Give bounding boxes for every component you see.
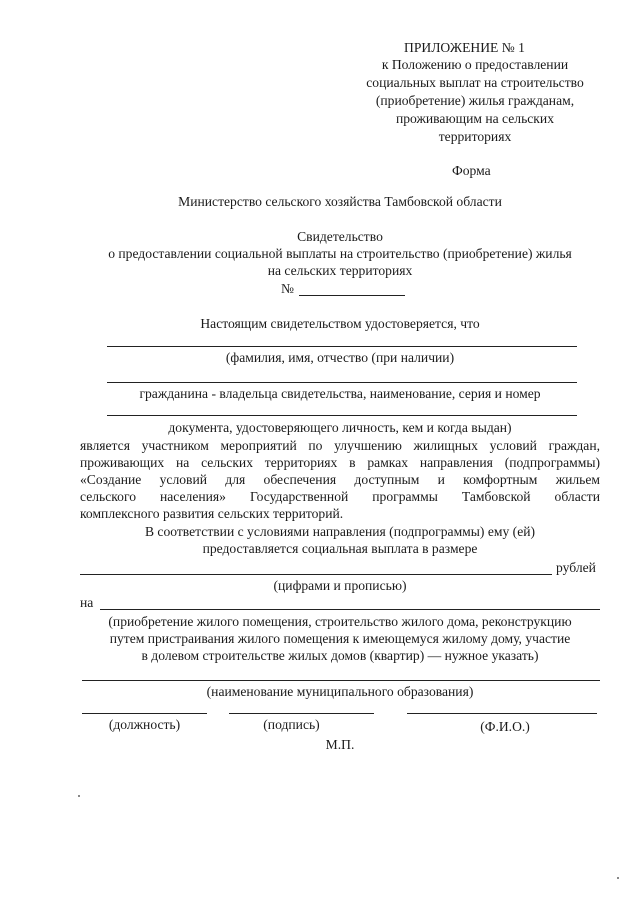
paragraph-line: проживающих на сельских территориях в рамках направления (подпрограммы)	[80, 455, 600, 470]
form-label: Форма	[452, 163, 491, 178]
ministry-name: Министерство сельского хозяйства Тамбовской области	[178, 194, 502, 209]
currency-label: рублей	[556, 560, 596, 575]
appendix-line: территориях	[438, 129, 512, 144]
on-label: на	[80, 595, 94, 610]
document-blank	[107, 415, 577, 416]
purpose-hint: (приобретение жилого помещения, строительство жилого дома, реконструкцию	[108, 614, 572, 629]
hint-amount: (цифрами и прописью)	[273, 578, 407, 593]
paragraph-line: комплексного развития сельских территорий.	[80, 506, 344, 521]
appendix-title: ПРИЛОЖЕНИЕ № 1	[404, 40, 525, 55]
appendix-line: социальных выплат на строительство	[366, 75, 584, 90]
participation-paragraph	[80, 437, 600, 522]
position-blank	[82, 713, 207, 714]
hint-document: документа, удостоверяющего личность, кем и когда выдан)	[168, 420, 512, 435]
hint-fio: (фамилия, имя, отчество (при наличии)	[225, 350, 455, 365]
paragraph-line: является участником мероприятий по улучшению жилищных условий граждан,	[80, 438, 600, 453]
amount-blank	[80, 574, 552, 575]
scan-speck	[78, 795, 80, 797]
scan-speck	[617, 877, 619, 879]
hint-holder: гражданина - владельца свидетельства, наименование, серия и номер	[139, 386, 541, 401]
appendix-line: проживающим на сельских	[395, 111, 554, 126]
appendix-line: к Положению о предоставлении	[381, 57, 569, 72]
certificate-subtitle: на сельских территориях	[267, 263, 413, 278]
certificate-number-blank	[299, 295, 405, 296]
paragraph-line: «Создание условий для обеспечения доступным и комфортным жильем	[80, 472, 600, 487]
hint-municipality: (наименование муниципального образования)	[206, 684, 474, 699]
signature-blank	[229, 713, 374, 714]
fio-blank	[107, 346, 577, 347]
paragraph-line: сельского населения» Государственной программы Тамбовской области	[80, 489, 600, 504]
position-hint: (должность)	[108, 717, 181, 732]
name-blank	[407, 713, 597, 714]
signature-hint: (подпись)	[263, 717, 320, 732]
holder-blank	[107, 382, 577, 383]
purpose-hint: в долевом строительстве жилых домов (квартир) — нужное указать)	[141, 648, 539, 663]
name-hint: (Ф.И.О.)	[480, 719, 530, 734]
stamp-label: М.П.	[325, 737, 355, 752]
municipality-blank	[82, 680, 600, 681]
appendix-line: (приобретение) жилья гражданам,	[375, 93, 575, 108]
purpose-hint: путем пристраивания жилого помещения к имеющемуся жилому дому, участие	[109, 631, 571, 646]
condition-line: В соответствии с условиями направления (подпрограммы) ему (ей)	[144, 524, 536, 539]
intro-text: Настоящим свидетельством удостоверяется, что	[200, 316, 480, 331]
certificate-subtitle: о предоставлении социальной выплаты на строительство (приобретение) жилья	[108, 246, 572, 261]
certificate-title: Свидетельство	[297, 229, 383, 244]
condition-line: предоставляется социальная выплата в размере	[202, 541, 478, 556]
certificate-number-label: №	[281, 281, 294, 296]
purpose-blank	[100, 609, 600, 610]
